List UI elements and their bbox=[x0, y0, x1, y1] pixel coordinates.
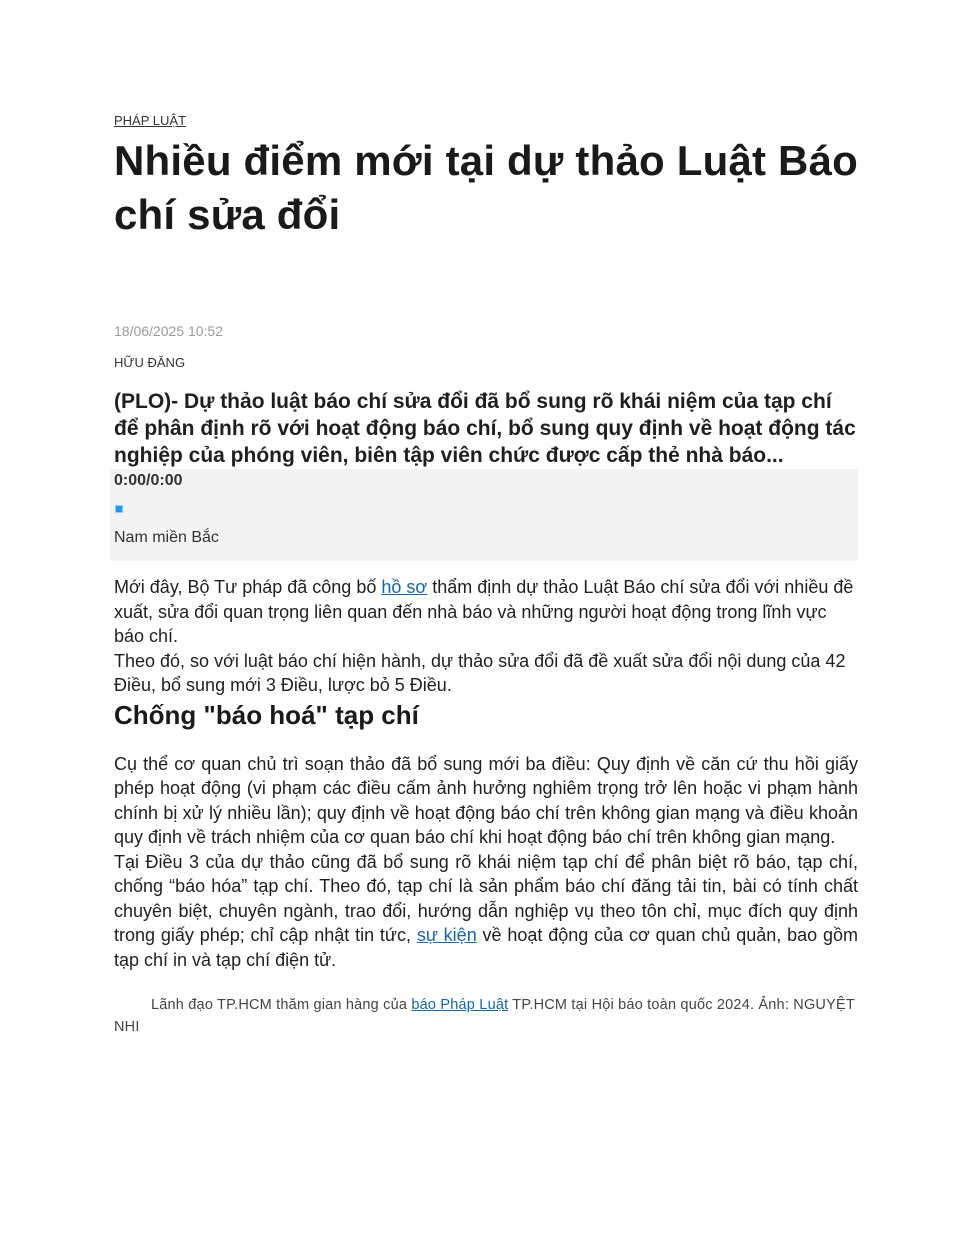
audio-play-indicator-icon[interactable] bbox=[115, 505, 123, 513]
article-title: Nhiều điểm mới tại dự thảo Luật Báo chí sửa đổi bbox=[114, 137, 858, 238]
image-caption bbox=[114, 994, 858, 1038]
audio-player bbox=[110, 469, 858, 561]
caption-text-start: Lãnh đạo TP.HCM thăm gian hàng của bbox=[151, 997, 412, 1013]
audio-voice-selector[interactable]: Nam miền Bắc bbox=[114, 529, 219, 546]
caption-text-end: TP.HCM tại Hội báo toàn quốc 2024. Ảnh: NGUYỆT NHI bbox=[114, 997, 855, 1035]
body-paragraph-4 bbox=[114, 850, 858, 973]
audio-time-display: 0:00/0:00 bbox=[114, 472, 183, 489]
body-paragraph-2: Theo đó, so với luật báo chí hiện hành, dự thảo sửa đổi đã đề xuất sửa đổi nội dung của 42 Điều, bổ sung mới 3 Điều, lược bỏ 5 Điều. bbox=[114, 650, 846, 695]
category-link[interactable]: PHÁP LUẬT bbox=[114, 113, 187, 128]
body-paragraph-4-text-end: về hoạt động của cơ quan chủ quản, bao gồm tạp chí in và tạp chí điện tử. bbox=[114, 925, 859, 970]
body-paragraph-1-text-end: thẩm định dự thảo Luật Báo chí sửa đổi với nhiều đề xuất, sửa đổi quan trọng liên quan đến nhà báo và những người hoạt động trong lĩnh vực báo chí. bbox=[114, 577, 854, 646]
ho-so-link[interactable]: hồ sơ bbox=[381, 577, 428, 597]
article bbox=[114, 112, 858, 1038]
body-paragraph-3: Cụ thể cơ quan chủ trì soạn thảo đã bổ sung mới ba điều: Quy định về căn cứ thu hồi giấy phép hoạt động (vi phạm các điều cấm ảnh hưởng nghiêm trọng trở lên hoặc vi phạm hành chính bị xử lý nhiều lần); quy định về hoạt động báo chí trên không gian mạng và điều khoản quy định về trách nhiệm của cơ quan báo chí khi hoạt động báo chí trên không gian mạng. bbox=[114, 753, 858, 847]
su-kien-link[interactable]: sự kiện bbox=[416, 925, 477, 945]
article-sapo: (PLO)- Dự thảo luật báo chí sửa đổi đã bổ sung rõ khái niệm của tạp chí để phân định rõ với hoạt động báo chí, bổ sung quy định về hoạt động tác nghiệp của phóng viên, biên tập viên chức được cấp thẻ nhà báo... bbox=[114, 390, 856, 467]
author-name: HỮU ĐĂNG bbox=[114, 355, 186, 370]
bao-phap-luat-link[interactable]: báo Pháp Luật bbox=[411, 997, 509, 1013]
body-paragraph-1-text-start: Mới đây, Bộ Tư pháp đã công bố bbox=[114, 577, 382, 597]
section-heading: Chống "báo hoá" tạp chí bbox=[114, 699, 419, 730]
body-paragraph-1 bbox=[114, 575, 858, 649]
publish-timestamp: 18/06/2025 10:52 bbox=[114, 323, 223, 339]
body-paragraph-4-text-start: Tại Điều 3 của dự thảo cũng đã bổ sung rõ khái niệm tạp chí để phân biệt rõ báo, tạp chí, chống “báo hóa” tạp chí. Theo đó, tạp chí là sản phẩm báo chí đăng tải tin, bài có tính chất chuyên biệt, chuyên ngành, trao đổi, hướng dẫn nghiệp vụ theo tôn chỉ, mục đích quy định trong giấy phép; chỉ cập nhật tin tức, bbox=[114, 851, 858, 945]
